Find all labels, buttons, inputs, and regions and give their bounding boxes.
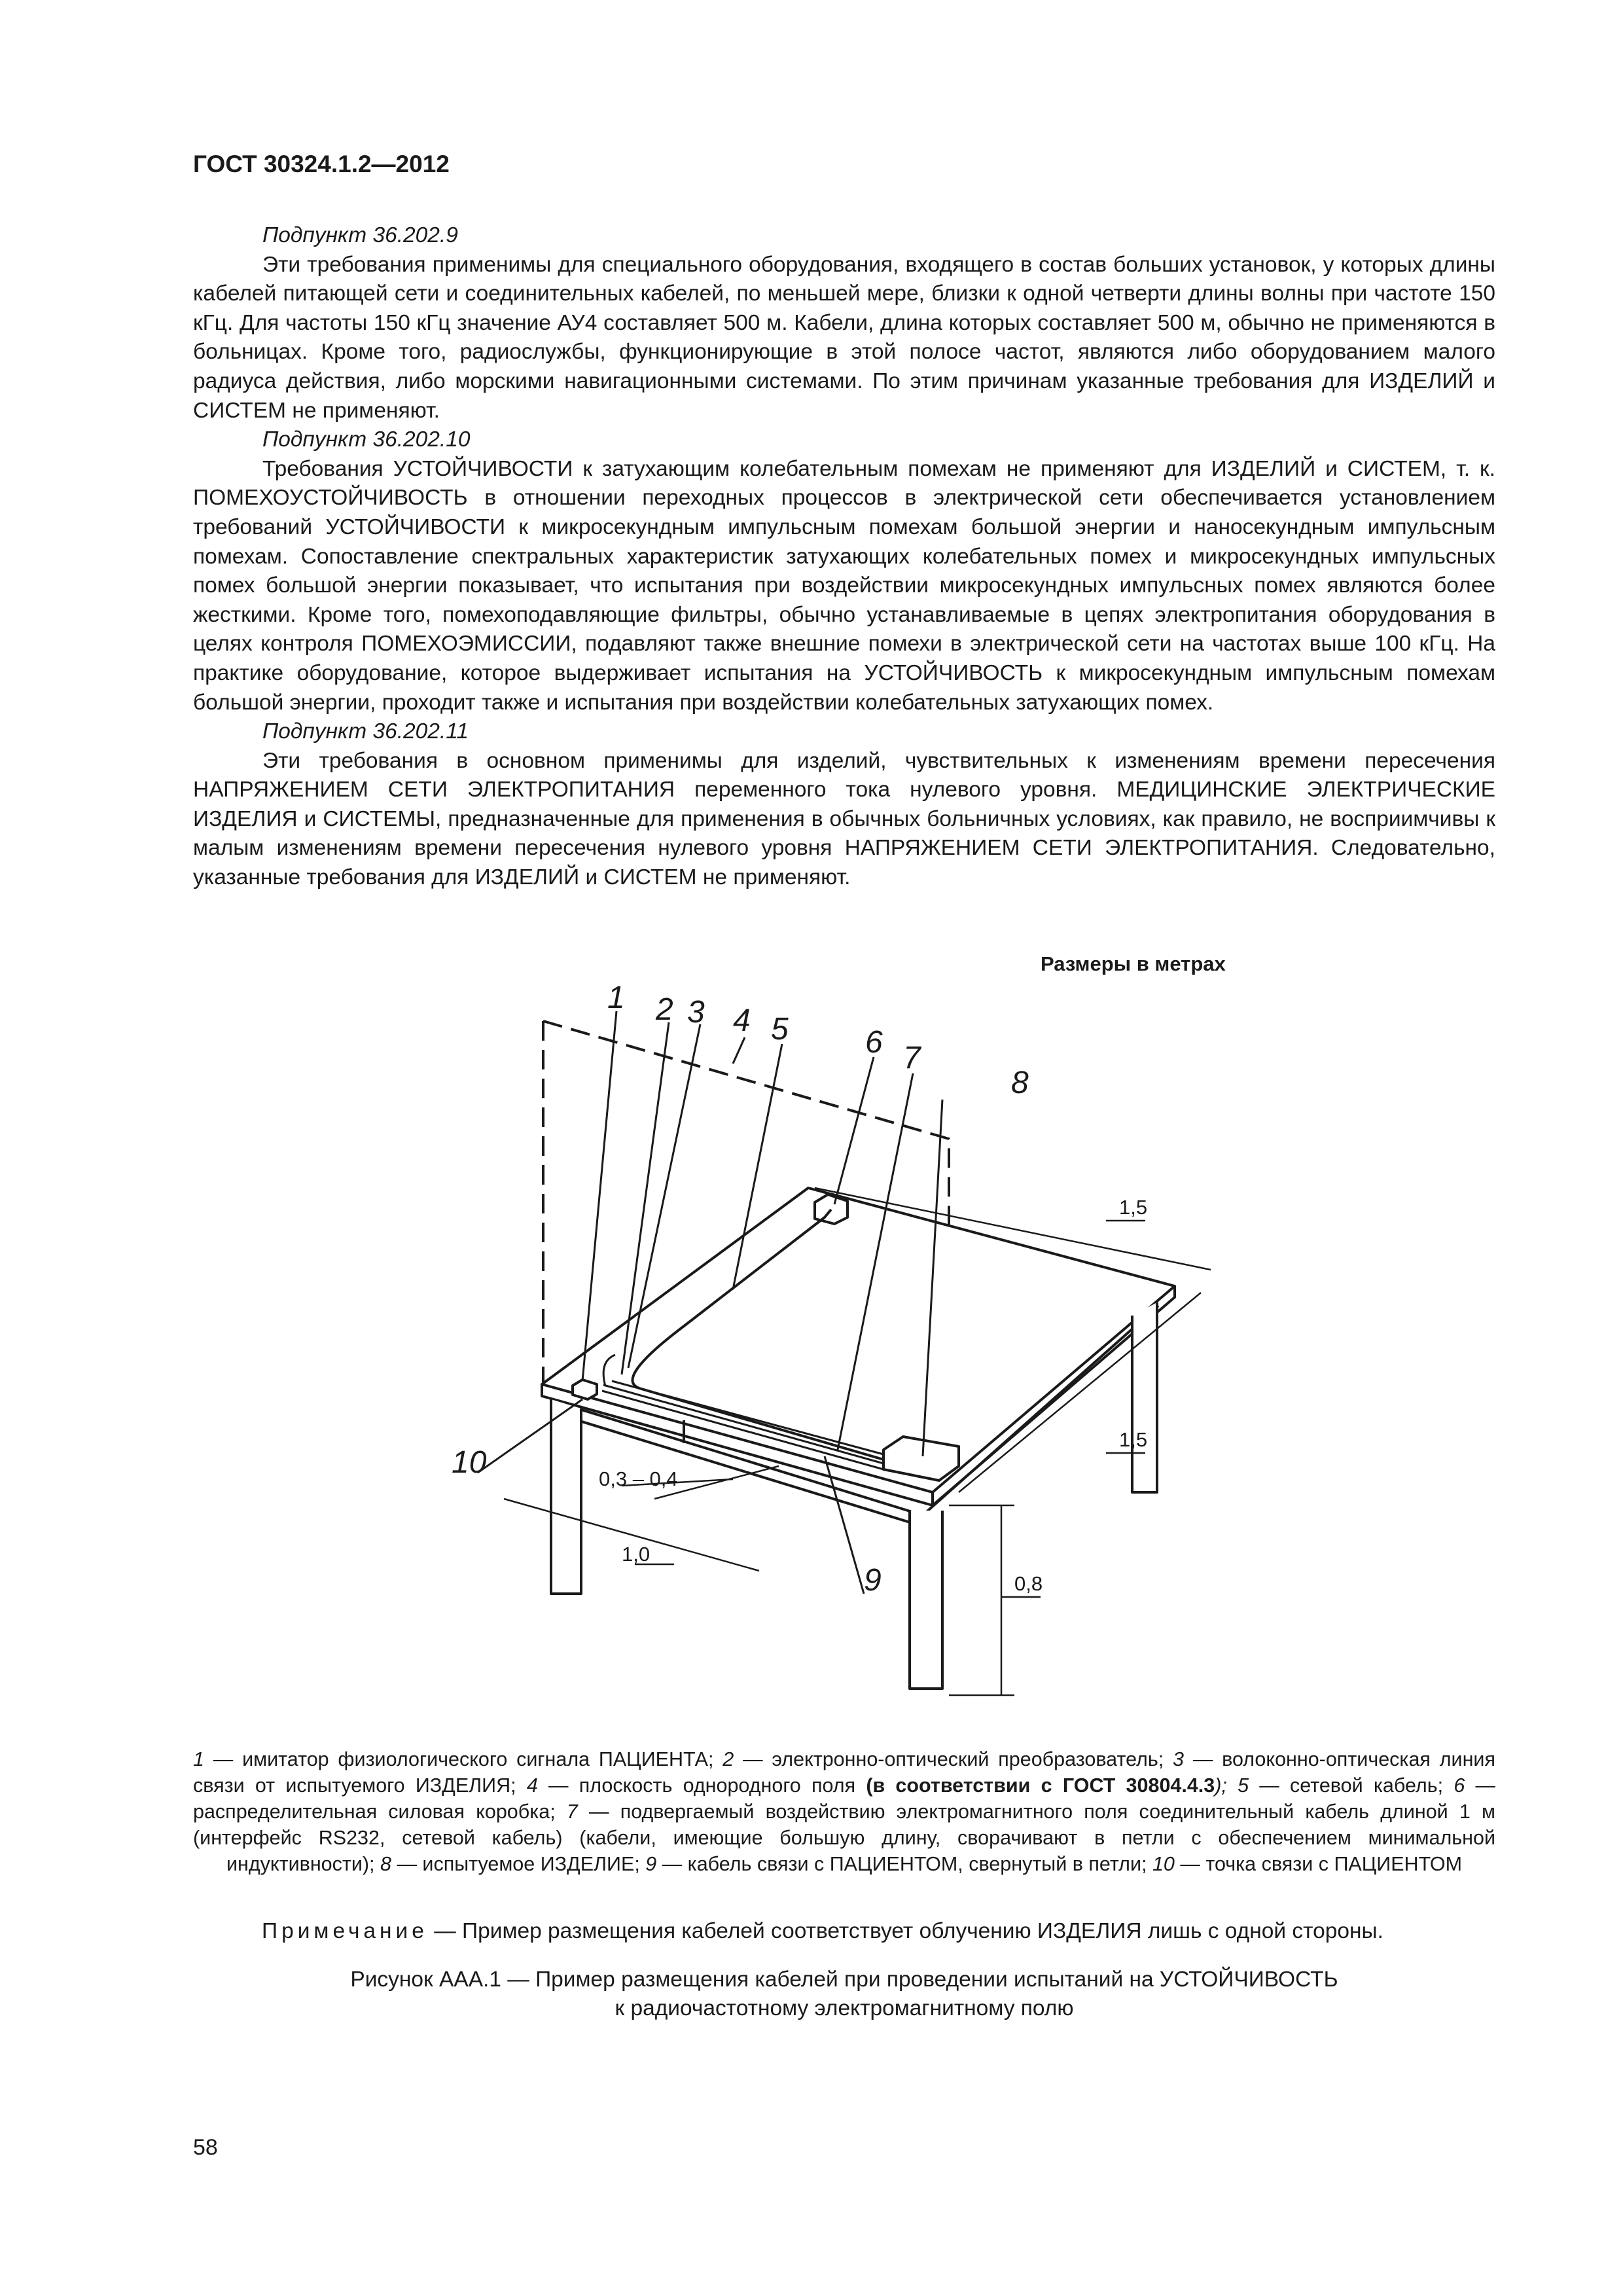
figure-legend (193, 1746, 1495, 1877)
legend-num-10: 10 (1152, 1853, 1175, 1875)
callout-5: 5 (771, 1012, 789, 1047)
dim-label-cable: 1,0 (622, 1543, 651, 1566)
legend-num-3: 3 (1173, 1748, 1184, 1770)
dim-label-offset: 0,3 – 0,4 (599, 1467, 678, 1490)
callout-1: 1 (607, 980, 625, 1015)
figure-note (262, 1919, 1383, 1944)
page-number: 58 (193, 2135, 218, 2160)
paragraph-36-202-10: Требования УСТОЙЧИВОСТИ к затухающим колебательным помехам не применяют для ИЗДЕЛИЙ и СИСТЕМ, т. к. ПОМЕХОУСТОЙЧИВОСТЬ в отношении переходных процессов в электрической сети обеспечивается установлением требований УСТОЙЧИВОСТИ к микросекундным импульсным помехам большой энергии и наносекундным импульсным помехам. Сопоставление спектральных характеристик затухающих колебательных помех и микросекундных импульсных помех большой энергии показывает, что испытания при воздействии микросекундных импульсных помех являются более жесткими. Кроме того, помехоподавляющие фильтры, обычно устанавливаемые в цепях электропитания оборудования в целях контроля ПОМЕХОЭМИССИИ, подавляют также внешние помехи в электрической сети на частотах выше 100 кГц. На практике оборудование, которое выдерживает испытания на УСТОЙЧИВОСТЬ к микросекундным импульсным помехам большой энергии, проходит также и испытания при воздействии колебательных затухающих помех. (193, 456, 1495, 715)
table-leg-front-left (551, 1399, 581, 1594)
legend-text-3: — волоконно-оптическая линия связи от испытуемого ИЗДЕЛИЯ; (193, 1748, 1495, 1797)
legend-num-7: 7 (566, 1801, 578, 1823)
legend-text-2: — электронно-оптический преобразователь; (734, 1748, 1173, 1770)
test-setup-figure (425, 962, 1381, 1734)
callout-leader-1 (582, 1011, 616, 1381)
callout-8: 8 (1011, 1066, 1029, 1100)
paragraph-36-202-11: Эти требования в основном применимы для изделий, чувствительных к изменениям времени пересечения НАПРЯЖЕНИЕМ СЕТИ ЭЛЕКТРОПИТАНИЯ переменного тока нулевого уровня. МЕДИЦИНСКИЕ ЭЛЕКТРИЧЕСКИЕ ИЗДЕЛИЯ и СИСТЕМЫ, предназначенные для применения в обычных больничных условиях, как правило, не восприимчивы к малым изменениям времени пересечения нулевого уровня НАПРЯЖЕНИЕМ СЕТИ ЭЛЕКТРОПИТАНИЯ. Следовательно, указанные требования для ИЗДЕЛИЙ и СИСТЕМ не применяют. (193, 748, 1495, 890)
legend-text-6: — распределительная силовая коробка; (193, 1774, 1495, 1823)
legend-num-5: 5 (1226, 1774, 1249, 1797)
legend-text-1: — имитатор физиологического сигнала ПАЦИЕНТА; (204, 1748, 723, 1770)
subheading-36-202-11: Подпункт 36.202.11 (262, 719, 469, 744)
callout-leader-6 (834, 1057, 874, 1204)
dim-label-length: 1,5 (1119, 1196, 1148, 1219)
note-text: — Пример размещения кабелей соответствует облучению ИЗДЕЛИЯ лишь с одной стороны. (427, 1919, 1383, 1943)
legend-num-8: 8 (380, 1853, 391, 1875)
callout-10: 10 (452, 1445, 487, 1480)
body-text (193, 221, 1495, 893)
caption-line-1: Рисунок ААА.1 — Пример размещения кабелей при проведении испытаний на УСТОЙЧИВОСТЬ (350, 1967, 1338, 1992)
legend-text-9: — кабель связи с ПАЦИЕНТОМ, свернутый в петли; (656, 1853, 1152, 1875)
distribution-box (815, 1194, 847, 1224)
paragraph-36-202-9: Эти требования применимы для специального оборудования, входящего в состав больших установок, у которых длины кабелей питающей сети и соединительных кабелей, по меньшей мере, близки к одной четверти длины волны при частоте 150 кГц. Для частоты 150 кГц значение АУ4 составляет 500 м. Кабели, длина которых составляет 500 м, обычно не применяются в больницах. Кроме того, радиослужбы, функционирующие в этой полосе частот, являются либо оборудованием малого радиуса действия, либо морскими навигационными системами. По этим причинам указанные требования для ИЗДЕЛИЙ и СИСТЕМ не применяют. (193, 252, 1495, 423)
legend-standard-reference: (в соответствии с ГОСТ 30804.4.3 (866, 1774, 1215, 1797)
legend-num-6: 6 (1454, 1774, 1465, 1797)
dim-label-width: 1,5 (1119, 1428, 1148, 1451)
subheading-36-202-9: Подпункт 36.202.9 (262, 223, 458, 247)
dim-label-height: 0,8 (1014, 1572, 1043, 1595)
callout-7: 7 (903, 1041, 921, 1075)
callout-leader-4 (733, 1037, 745, 1064)
document-header: ГОСТ 30324.1.2—2012 (193, 151, 450, 177)
legend-text-10: — точка связи с ПАЦИЕНТОМ (1174, 1853, 1462, 1875)
callout-4: 4 (733, 1003, 751, 1038)
legend-reference-end: ); (1215, 1774, 1227, 1797)
dimensions-label: Размеры в метрах (1041, 952, 1226, 975)
table-leg-front-right (910, 1511, 942, 1689)
caption-line-2: к радиочастотному электромагнитному полю (615, 1996, 1074, 2020)
legend-num-1: 1 (193, 1748, 204, 1770)
callout-leader-9 (825, 1456, 864, 1594)
figure-caption (193, 1965, 1495, 2023)
callout-6: 6 (865, 1025, 883, 1060)
legend-num-9: 9 (645, 1853, 657, 1875)
legend-text-8: — испытуемое ИЗДЕЛИЕ; (391, 1853, 646, 1875)
legend-text-7: — подвергаемый воздействию электромагнитного поля соединительный кабель длиной 1 м (интерфейс RS232, сетевой кабель) (кабели, имеющие большую длину, сворачивают в петли с обеспечением минимальной индуктивности); (193, 1801, 1495, 1875)
legend-text-4: — плоскость однородного поля (537, 1774, 866, 1797)
legend-num-2: 2 (722, 1748, 734, 1770)
legend-text-5: — сетевой кабель; (1249, 1774, 1454, 1797)
dim-line-height (949, 1505, 1041, 1695)
callout-2: 2 (656, 992, 673, 1027)
note-label: Примечание (262, 1919, 428, 1943)
legend-num-4: 4 (526, 1774, 538, 1797)
subheading-36-202-10: Подпункт 36.202.10 (262, 427, 471, 452)
callout-3: 3 (687, 995, 705, 1030)
patient-simulator-box (573, 1380, 597, 1399)
callout-9: 9 (864, 1563, 882, 1598)
